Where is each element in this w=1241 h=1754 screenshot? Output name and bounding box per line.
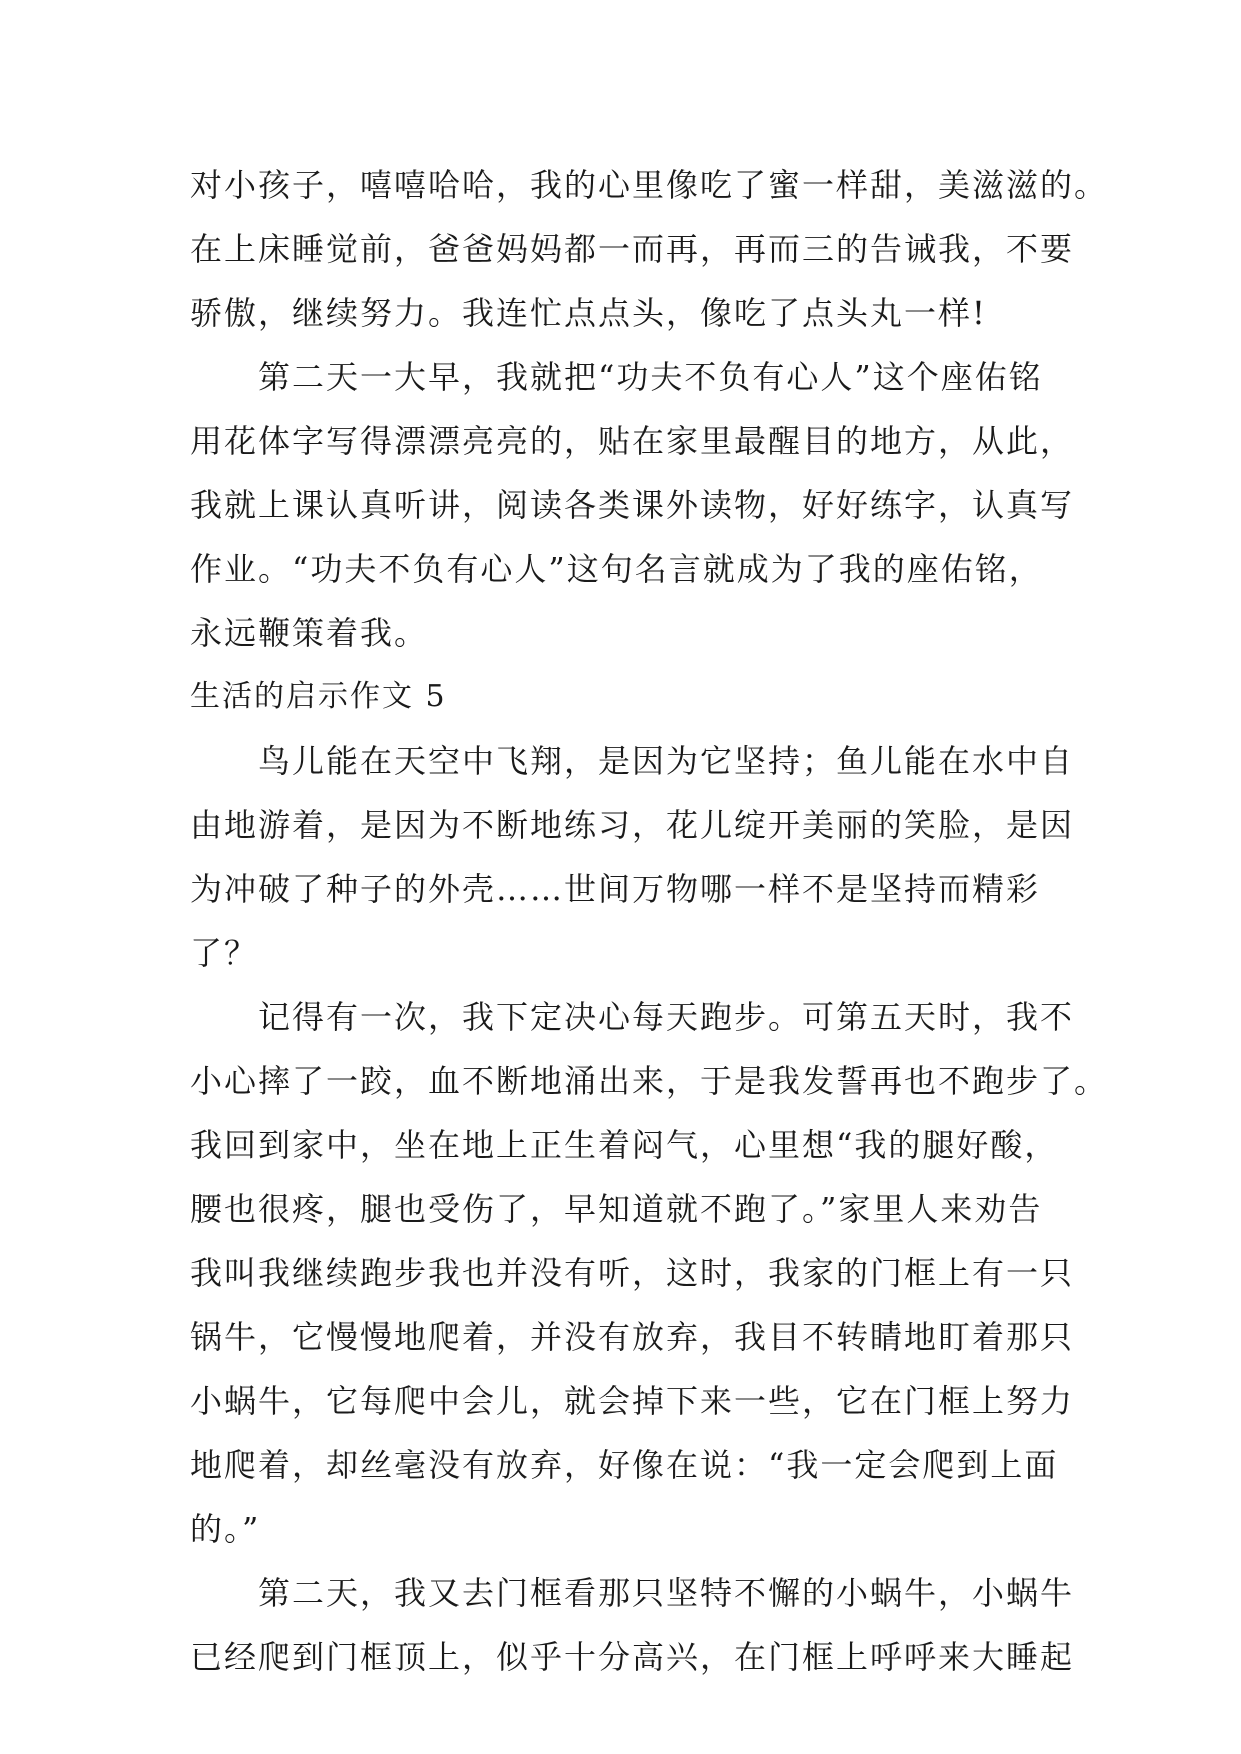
- text-line: 第二天，我又去门框看那只坚特不懈的小蜗牛，小蜗牛: [258, 1574, 1075, 1612]
- text-line: 为冲破了种子的外壳……世间万物哪一样不是坚持而精彩: [190, 870, 1041, 908]
- text-line: 我就上课认真听讲，阅读各类课外读物，好好练字，认真写: [190, 486, 1075, 524]
- text-line: 作业。“功夫不负有心人”这句名言就成为了我的座佑铭，: [190, 550, 1043, 588]
- text-line: 对小孩子，嘻嘻哈哈，我的心里像吃了蜜一样甜，美滋滋的。: [190, 166, 1109, 204]
- text-line: 记得有一次，我下定决心每天跑步。可第五天时，我不: [258, 998, 1075, 1036]
- text-line: 由地游着，是因为不断地练习，花儿绽开美丽的笑脸，是因: [190, 806, 1075, 844]
- document-body: [190, 153, 1109, 1689]
- text-line: 第二天一大早，我就把“功夫不负有心人”这个座佑铭: [258, 358, 1043, 396]
- text-line: 小蜗牛，它每爬中会儿，就会掉下来一些，它在门框上努力: [190, 1382, 1075, 1420]
- text-line: 地爬着，却丝毫没有放弃，好像在说：“我一定会爬到上面: [190, 1446, 1059, 1484]
- text-line: 的。”: [190, 1510, 261, 1548]
- text-line: 已经爬到门框顶上，似乎十分高兴，在门框上呼呼来大睡起: [190, 1638, 1075, 1676]
- text-line: 小心摔了一跤，血不断地涌出来，于是我发誓再也不跑步了。: [190, 1062, 1109, 1100]
- text-line: 锅牛，它慢慢地爬着，并没有放弃，我目不转睛地盯着那只: [190, 1318, 1075, 1356]
- text-line: 腰也很疼，腿也受伤了，早知道就不跑了。”家里人来劝告: [190, 1190, 1043, 1228]
- text-line: 骄傲，继续努力。我连忙点点头，像吃了点头丸一样!: [190, 294, 987, 332]
- text-line: 鸟儿能在天空中飞翔，是因为它坚持；鱼儿能在水中自: [258, 742, 1075, 780]
- text-line: 了？: [190, 934, 259, 972]
- section-heading: 生活的启示作文 5: [190, 679, 447, 714]
- text-line: 在上床睡觉前，爸爸妈妈都一而再，再而三的告诫我，不要: [190, 230, 1075, 268]
- text-line: 永远鞭策着我。: [190, 614, 429, 652]
- text-line: 我叫我继续跑步我也并没有听，这时，我家的门框上有一只: [190, 1254, 1075, 1292]
- text-line: 用花体字写得漂漂亮亮的，贴在家里最醒目的地方，从此，: [190, 422, 1075, 460]
- text-line: 我回到家中，坐在地上正生着闷气，心里想“我的腿好酸，: [190, 1126, 1059, 1164]
